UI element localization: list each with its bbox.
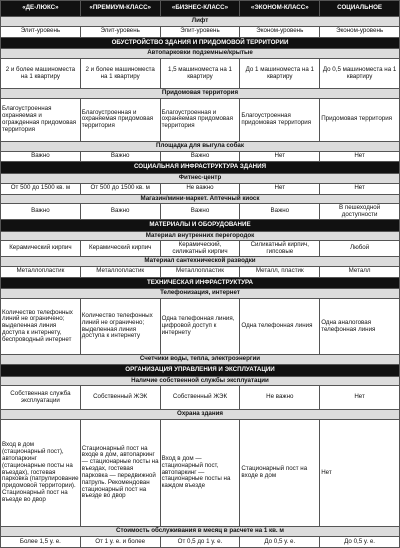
criterion-label: Материал сантехнической разводки	[1, 257, 400, 267]
criterion-label: Стоимость обслуживания в месяц в расчете на 1 кв. м	[1, 527, 400, 537]
value-cell: До 0,5 у. е.	[240, 536, 320, 547]
criterion-row	[1, 257, 400, 267]
value-cell: Эконом-уровень	[240, 26, 320, 37]
section-row	[1, 162, 400, 174]
value-row	[1, 98, 400, 141]
value-row	[1, 419, 400, 527]
value-cell: Элит-уровень	[80, 26, 160, 37]
column-header: «БИЗНЕС-КЛАСС»	[160, 1, 240, 17]
value-cell: Керамический кирпич	[1, 241, 81, 257]
criterion-row	[1, 231, 400, 241]
column-header: СОЦИАЛЬНОЕ	[320, 1, 400, 17]
criterion-row	[1, 17, 400, 27]
value-cell: Количество телефонных линий не ограничено; выделенная линия доступа к интернету	[80, 299, 160, 355]
column-header: «ПРЕМИУМ-КЛАСС»	[80, 1, 160, 17]
value-cell: Важно	[1, 204, 81, 220]
value-row	[1, 59, 400, 89]
value-cell: От 500 до 1500 кв. м	[80, 183, 160, 194]
value-cell: 2 и более машиноместа на 1 квартиру	[80, 59, 160, 89]
value-cell: Придомовая территория	[320, 98, 400, 141]
criterion-row	[1, 289, 400, 299]
value-cell: Благоустроенная и охраняемая придомовая территория	[160, 98, 240, 141]
value-cell: Металл, пластик	[240, 266, 320, 277]
criterion-label: Придомовая территория	[1, 89, 400, 99]
section-title: ТЕХНИЧЕСКАЯ ИНФРАСТРУКТУРА	[1, 277, 400, 289]
value-cell: В пешеходной доступности	[320, 204, 400, 220]
value-cell: Стационарный пост на входе в дом	[240, 419, 320, 527]
value-row	[1, 26, 400, 37]
value-cell: Силикатный кирпич, гипсовые	[240, 241, 320, 257]
value-cell: Нет	[320, 183, 400, 194]
value-cell: Металлопластик	[160, 266, 240, 277]
criterion-row	[1, 49, 400, 59]
section-title: МАТЕРИАЛЫ И ОБОРУДОВАНИЕ	[1, 219, 400, 231]
value-cell: Нет	[320, 386, 400, 410]
criterion-label: Автопарковки подземные/крытые	[1, 49, 400, 59]
criterion-label: Телефонизация, интернет	[1, 289, 400, 299]
value-cell: Важно	[80, 151, 160, 162]
criterion-label: Охрана здания	[1, 409, 400, 419]
value-cell: Элит-уровень	[160, 26, 240, 37]
criterion-row	[1, 527, 400, 537]
value-row	[1, 241, 400, 257]
value-cell: Керамический, силикатный кирпич	[160, 241, 240, 257]
value-cell: Металлопластик	[80, 266, 160, 277]
value-cell: Стационарный пост на входе в дом, автопаркинг — стационарные посты на въездах, гостевая парковка — передвижной патруль. Рекомендован стационарный пост на въезде во двор	[80, 419, 160, 527]
criterion-row	[1, 174, 400, 184]
section-title: СОЦИАЛЬНАЯ ИНФРАСТРУКТУРА ЗДАНИЯ	[1, 162, 400, 174]
value-cell: Важно	[80, 204, 160, 220]
value-cell: Вход в дом — стационарный пост, автопаркинг — стационарные посты на каждом въезде	[160, 419, 240, 527]
value-row	[1, 536, 400, 547]
section-row	[1, 219, 400, 231]
value-cell: Вход в дом (стационарный пост), автопаркинг (стационарные посты на въездах), гостевая парковка (патрулирование придомовой территории). Стационарный пост на въезде во двор	[1, 419, 81, 527]
value-row	[1, 151, 400, 162]
value-cell: От 0,5 до 1 у. е.	[160, 536, 240, 547]
value-cell: Важно	[160, 204, 240, 220]
value-cell: Важно	[1, 151, 81, 162]
value-cell: Благоустроенная и охраняемая придомовая территория	[80, 98, 160, 141]
value-cell: 2 и более машиноместа на 1 квартиру	[1, 59, 81, 89]
value-row	[1, 299, 400, 355]
column-header: «ЭКОНОМ-КЛАСС»	[240, 1, 320, 17]
criterion-row	[1, 409, 400, 419]
value-cell: От 1 у. е. и более	[80, 536, 160, 547]
criterion-label: Лифт	[1, 17, 400, 27]
value-cell: Собственная служба эксплуатации	[1, 386, 81, 410]
value-cell: Нет	[320, 419, 400, 527]
value-cell: Эконом-уровень	[320, 26, 400, 37]
value-cell: 1,5 машиноместа на 1 квартиру	[160, 59, 240, 89]
criterion-label: Наличие собственной службы эксплуатации	[1, 376, 400, 386]
value-cell: Собственный ЖЭК	[160, 386, 240, 410]
value-cell: До 0,5 машиноместа на 1 квартиру	[320, 59, 400, 89]
criterion-label: Фитнес-центр	[1, 174, 400, 184]
value-cell: Более 1,5 у. е.	[1, 536, 81, 547]
value-cell: Металл	[320, 266, 400, 277]
value-cell: Важно	[240, 204, 320, 220]
value-cell: Количество телефонных линий не ограничено; выделенная линия доступа к интернету, беспроводный интернет	[1, 299, 81, 355]
value-cell: Благоустроенная придомовая территория	[240, 98, 320, 141]
criterion-label: Площадка для выгула собак	[1, 141, 400, 151]
value-cell: Нет	[240, 151, 320, 162]
value-cell: Нет	[320, 151, 400, 162]
value-row	[1, 386, 400, 410]
criterion-row	[1, 141, 400, 151]
value-cell: Одна телефонная линия, цифровой доступ к интернету	[160, 299, 240, 355]
criterion-row	[1, 89, 400, 99]
value-cell: До 1 машиноместа на 1 квартиру	[240, 59, 320, 89]
value-cell: Благоустроенная охраняемая и огражденная придомовая территория	[1, 98, 81, 141]
criterion-label: Магазин/мини-маркет. Аптечный киоск	[1, 194, 400, 204]
value-cell: Одна телефонная линия	[240, 299, 320, 355]
criterion-row	[1, 194, 400, 204]
value-cell: Не важно	[160, 183, 240, 194]
value-cell: Любой	[320, 241, 400, 257]
criterion-label: Счетчики воды, тепла, электроэнергии	[1, 355, 400, 365]
criterion-row	[1, 376, 400, 386]
value-row	[1, 266, 400, 277]
value-cell: Важно	[160, 151, 240, 162]
criterion-row	[1, 355, 400, 365]
section-title: ОБУСТРОЙСТВО ЗДАНИЯ И ПРИДОМОВОЙ ТЕРРИТОРИИ	[1, 37, 400, 49]
value-cell: Собственный ЖЭК	[80, 386, 160, 410]
value-cell: Одна аналоговая телефонная линия	[320, 299, 400, 355]
section-title: ОРГАНИЗАЦИЯ УПРАВЛЕНИЯ И ЭКСПЛУАТАЦИИ	[1, 364, 400, 376]
value-cell: Металлопластик	[1, 266, 81, 277]
value-cell: Элит-уровень	[1, 26, 81, 37]
value-cell: От 500 до 1500 кв. м	[1, 183, 81, 194]
section-row	[1, 37, 400, 49]
value-cell: Керамический кирпич	[80, 241, 160, 257]
section-row	[1, 364, 400, 376]
value-row	[1, 204, 400, 220]
value-cell: Не важно	[240, 386, 320, 410]
column-header: «ДЕ-ЛЮКС»	[1, 1, 81, 17]
section-row	[1, 277, 400, 289]
value-row	[1, 183, 400, 194]
header-row	[1, 1, 400, 17]
criterion-label: Материал внутренних перегородок	[1, 231, 400, 241]
value-cell: До 0,5 у. е.	[320, 536, 400, 547]
value-cell: Нет	[240, 183, 320, 194]
